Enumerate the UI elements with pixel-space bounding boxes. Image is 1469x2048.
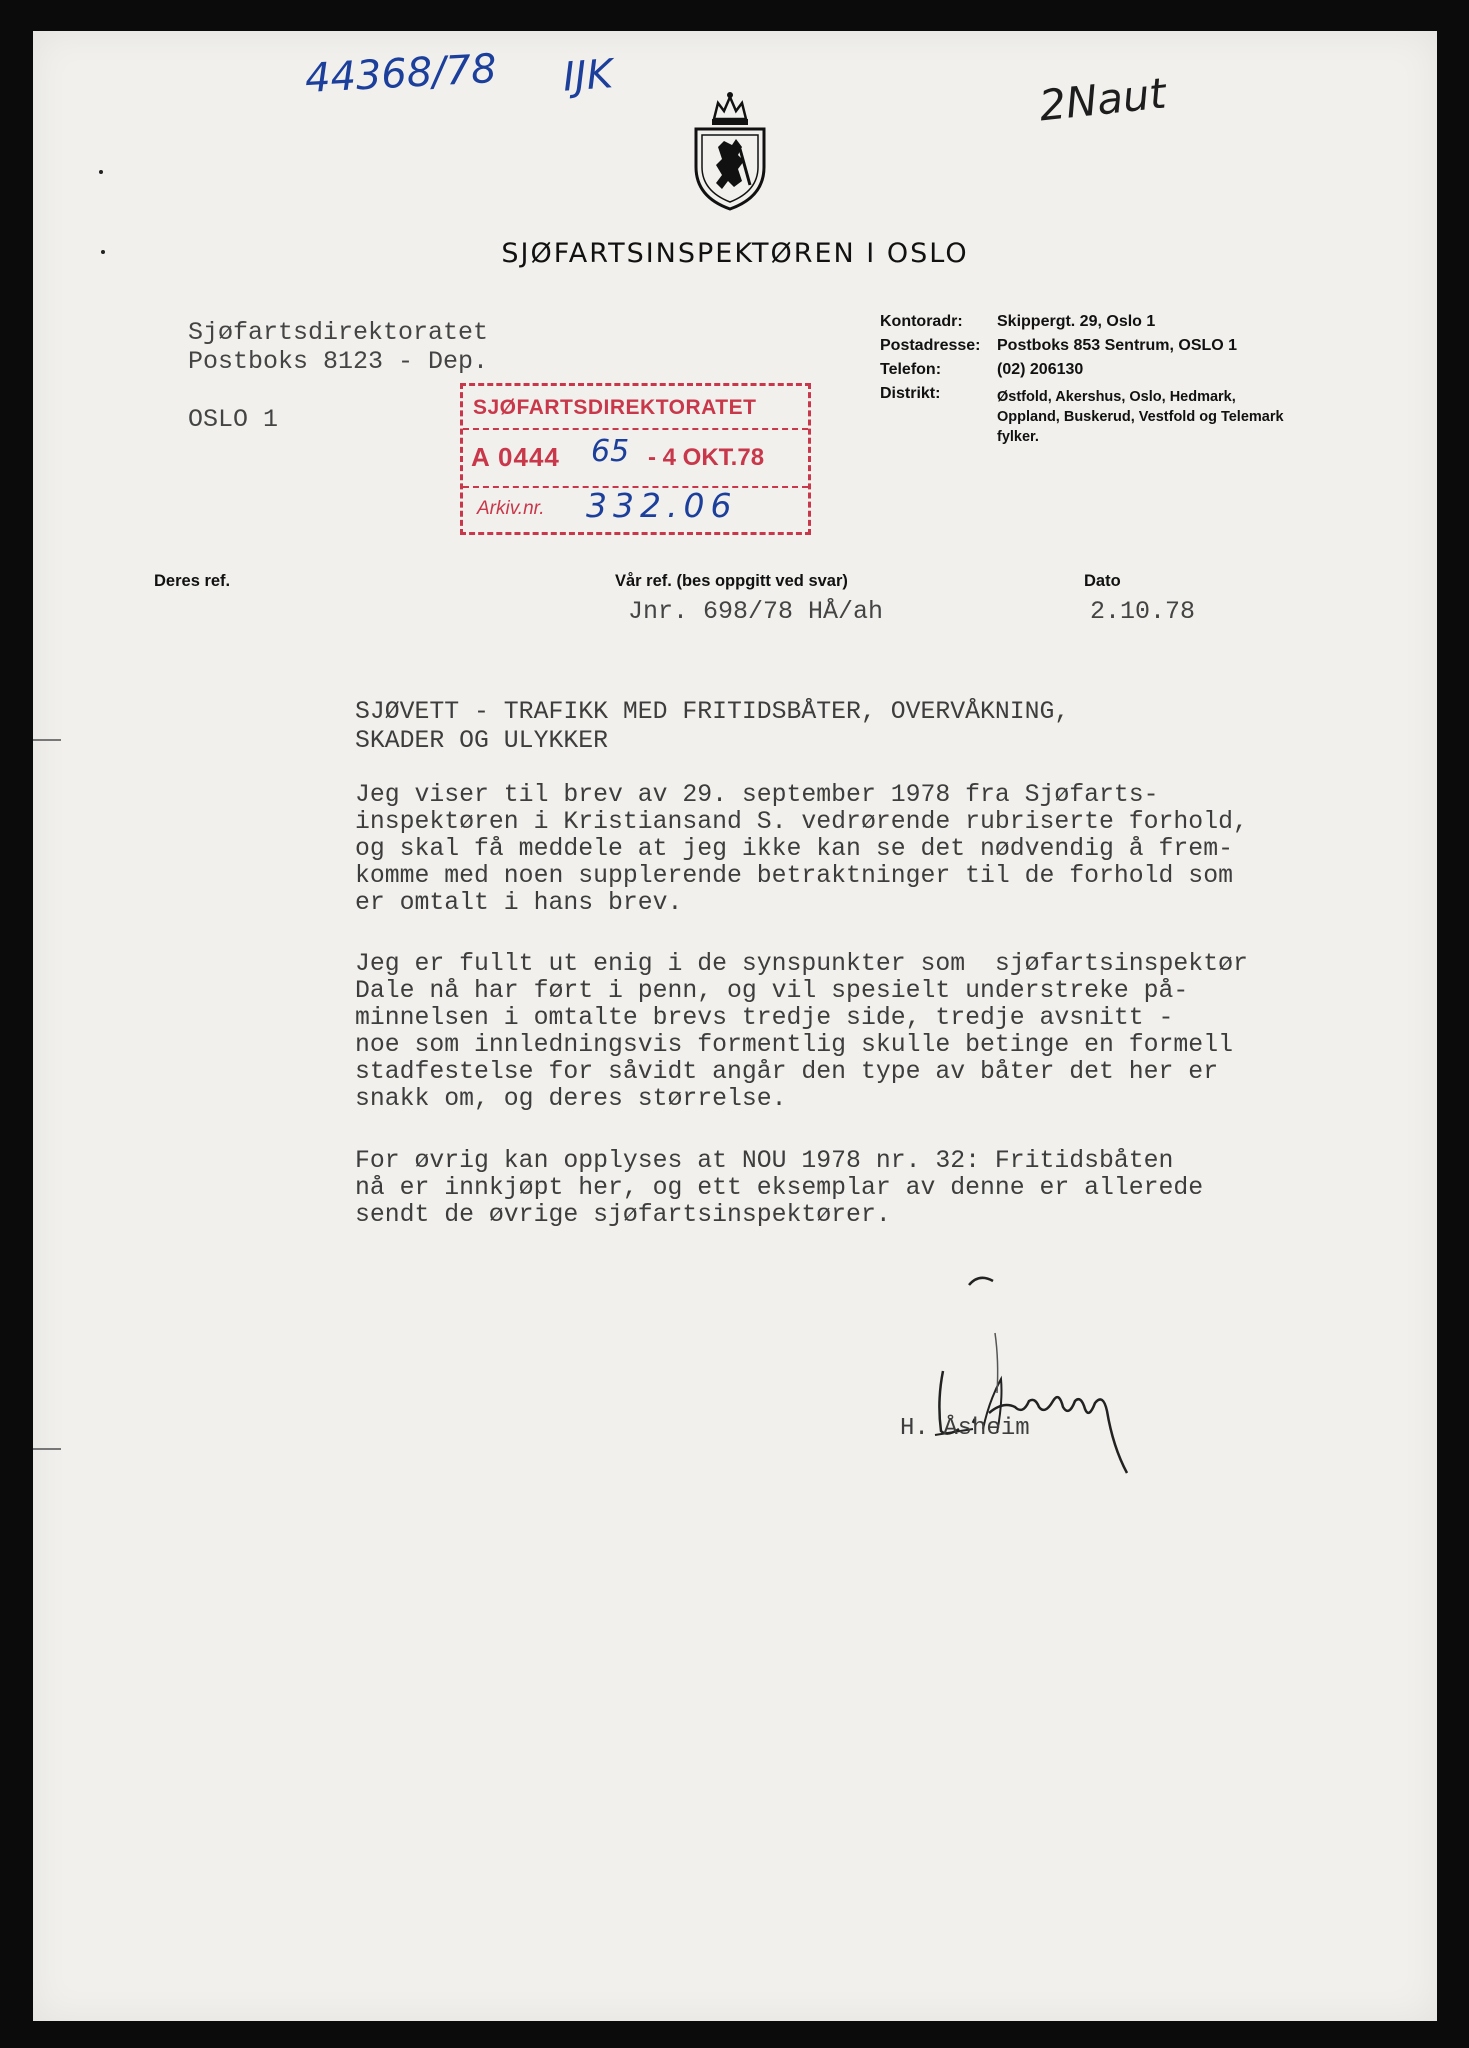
fold-mark [33,1448,61,1450]
stamp-header: SJØFARTSDIREKTORATET [473,396,757,419]
paragraph-line: noe som innledningsvis formentlig skulle betinge en formell [355,1031,1233,1059]
paragraph-1 [355,782,1405,917]
district-line: Oppland, Buskerud, Vestfold og Telemark [997,409,1284,425]
paragraph-line: Jeg er fullt ut enig i de synspunkter som sjøfartsinspektør [355,950,1248,978]
handwritten-signature [903,1251,1203,1481]
phone-value: (02) 206130 [997,361,1084,378]
recipient-line: Sjøfartsdirektoratet [188,318,489,347]
letter-page [33,31,1437,2021]
paragraph-line: stadfestelse for såvidt angår den type av båter det her er [355,1058,1219,1086]
stamp-number-handwritten: 65 [591,434,630,469]
var-ref-value: Jnr. 698/78 HÅ/ah [628,597,884,626]
handwritten-initials: IJK [561,51,615,101]
var-ref-label: Vår ref. (bes oppgitt ved svar) [615,572,848,590]
dato-label: Dato [1084,572,1121,590]
paragraph-line: sendt de øvrige sjøfartsinspektører. [355,1201,891,1229]
district-line: Østfold, Akershus, Oslo, Hedmark, [997,389,1236,405]
handwritten-note: 2Naut [1036,68,1169,131]
paragraph-line: snakk om, og deres størrelse. [355,1085,787,1113]
subject [355,698,1405,756]
deres-ref-label: Deres ref. [154,572,231,590]
paragraph-2 [355,951,1405,1113]
subject-line: SJØVETT - TRAFIKK MED FRITIDSBÅTER, OVERVÅKNING, [355,698,1070,726]
coat-of-arms-icon [688,89,772,213]
paragraph-line: er omtalt i hans brev. [355,889,683,917]
dato-value: 2.10.78 [1090,597,1196,626]
recipient-line: OSLO 1 [188,405,279,434]
letterhead-title: SJØFARTSINSPEKTØREN I OSLO [501,238,969,269]
recipient-address [188,318,488,434]
district-label: Distrikt: [880,385,941,402]
stamp-archive-label: Arkiv.nr. [477,498,545,519]
recipient-line: Postboks 8123 - Dep. [188,347,489,376]
handwritten-archive-number: 44368/78 [303,46,498,102]
stamp-archive-handwritten: 332.06 [586,486,738,525]
phone-label: Telefon: [880,361,942,378]
paragraph-line: Dale nå har ført i penn, og vil spesielt understreke på- [355,977,1189,1005]
paragraph-line: inspektøren i Kristiansand S. vedrørende rubriserte forhold, [355,808,1248,836]
paragraph-line: minnelsen i omtalte brevs tredje side, tredje avsnitt - [355,1004,1174,1032]
stamp-number: A 0444 [471,442,560,472]
office-label: Kontoradr: [880,313,963,330]
office-value: Skippergt. 29, Oslo 1 [997,313,1156,330]
paragraph-line: Jeg viser til brev av 29. september 1978 fra Sjøfarts- [355,781,1159,809]
margin-dot [99,170,103,174]
subject-line: SKADER OG ULYKKER [355,727,608,755]
paragraph-line: komme med noen supplerende betraktninger til de forhold som [355,862,1233,890]
postal-value: Postboks 853 Sentrum, OSLO 1 [997,337,1238,354]
postal-label: Postadresse: [880,337,981,354]
stamp-date: - 4 OKT.78 [648,444,765,471]
paragraph-3 [355,1148,1405,1229]
contact-info [880,313,1420,493]
paragraph-line: For øvrig kan opplyses at NOU 1978 nr. 32: Fritidsbåten [355,1147,1174,1175]
receipt-stamp [460,383,811,535]
fold-mark [33,739,61,741]
district-line: fylker. [997,429,1039,445]
paragraph-line: nå er innkjøpt her, og ett eksemplar av denne er allerede [355,1174,1204,1202]
signatory-name: H. Åsheim [900,1415,1030,1442]
paragraph-line: og skal få meddele at jeg ikke kan se det nødvendig å frem- [355,835,1233,863]
